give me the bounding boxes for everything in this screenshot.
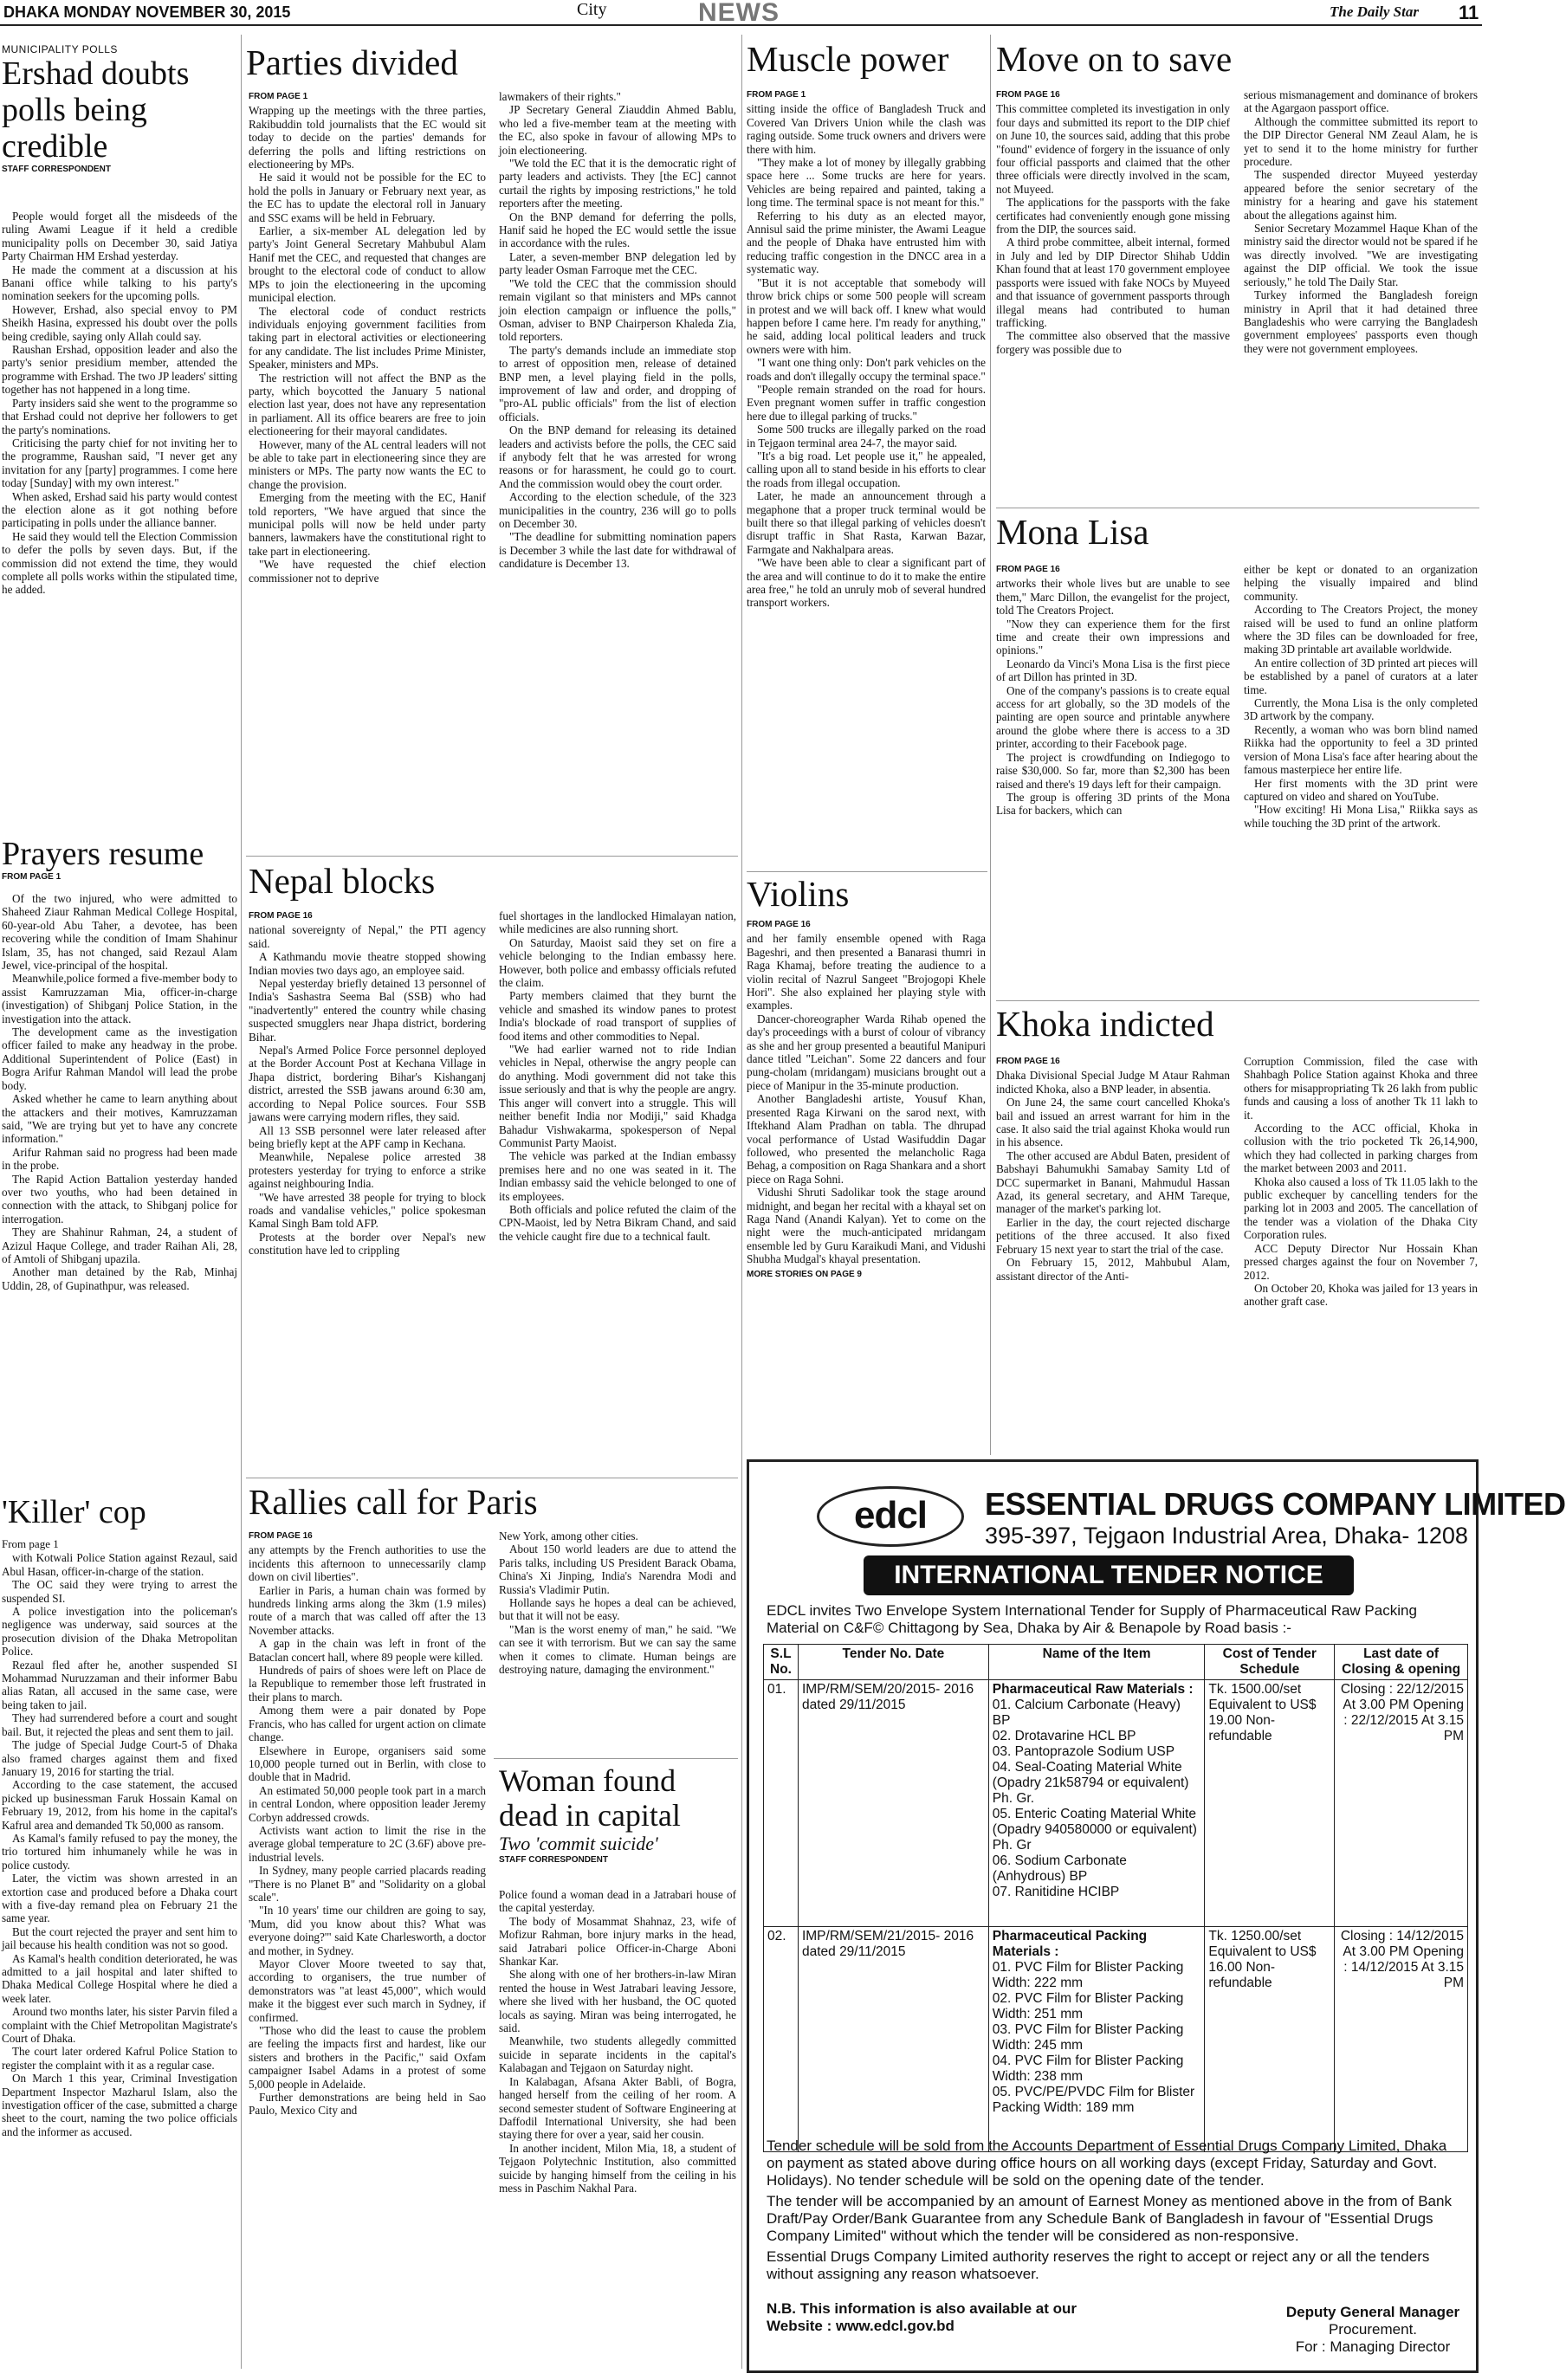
- paragraph: "They make a lot of money by illegally grabbing space here ... Some trucks are here for years. Vehicles are being repaired and painted, taking a long time. The terminal space is not meant for this.": [747, 156, 986, 210]
- paragraph: Currently, the Mona Lisa is the only completed 3D artwork by the company.: [1244, 696, 1478, 723]
- paragraph: She along with one of her brothers-in-law Miran rented the house in West Jatrabari leaving Jessore, where she lived with her husband, the OC quoted locals as saying. Miran was being interrogated, he said.: [499, 1968, 736, 2035]
- muscle-article-body: [747, 88, 986, 868]
- paragraph: sitting inside the office of Bangladesh Truck and Covered Van Drivers Union while the clash was raging outside. Some truck owners and drivers were there with him.: [747, 102, 986, 156]
- signatory-title: Deputy General Manager: [1285, 2304, 1460, 2320]
- paragraph: An entire collection of 3D printed art pieces will be established by a panel of curators at a later time.: [1244, 656, 1478, 696]
- paragraph: "We had earlier warned not to ride Indian vehicles in Nepal, otherwise the angry people can do anything. Modi government did not take this issue seriously and that is why the people are angry. This anger will convert into a struggle. This will neither benefit India nor Modiji," said Khadga Bahadur Vishwakarma, spokesperson of Nepal Communist Party Maoist.: [499, 1043, 736, 1149]
- nepal-article-col2: [499, 909, 736, 1472]
- more-stories-link[interactable]: MORE STORIES ON PAGE 9: [747, 1269, 862, 1279]
- column-header: Name of the Item: [988, 1645, 1205, 1680]
- paragraph: They are Shahinur Rahman, 24, a student of Azizul Haque College, and trader Raihan Ali, 28, of Amtoli of Shibganj upazila.: [2, 1226, 237, 1265]
- item-group-title: Pharmaceutical Raw Materials :: [992, 1682, 1194, 1697]
- jump-source: FROM PAGE 16: [996, 90, 1060, 100]
- rallies-headline-block: [249, 1483, 738, 1528]
- move-article-col1: [996, 88, 1230, 504]
- headline: Violins: [747, 874, 850, 914]
- paragraph: Party members claimed that they burnt the vehicle and smashed its window panes to protest India's blockade of road transport of supplies of food items and other commodities to Nepal.: [499, 989, 736, 1043]
- headline: Nepal blocks: [249, 861, 436, 901]
- paragraph: national sovereignty of Nepal," the PTI agency said.: [249, 923, 486, 950]
- signatory-dept: Procurement.: [1328, 2321, 1418, 2338]
- parties-article-col2: [499, 90, 736, 852]
- paragraph: Further demonstrations are being held in Sao Paulo, Mexico City and: [249, 2091, 486, 2118]
- jump-source: FROM PAGE 16: [249, 1531, 313, 1541]
- paragraph: any attempts by the French authorities to use the incidents this afternoon to unnecessarily clamp down on civil liberties".: [249, 1543, 486, 1584]
- paragraph: ACC Deputy Director Nur Hossain Khan pressed charges against the four on November 7, 2012.: [1244, 1241, 1478, 1282]
- website-link[interactable]: Website : www.edcl.gov.bd: [767, 2318, 954, 2334]
- paragraph: The judge of Special Judge Court-5 of Dhaka also framed charges against them and fixed January 19, 2016 for starting the trial.: [2, 1738, 237, 1778]
- paragraph: "The deadline for submitting nomination papers is December 3 while the last date for withdrawal of candidature is December 13.: [499, 530, 736, 571]
- headline: Parties divided: [246, 42, 458, 82]
- paragraph: Criticising the party chief for not inviting her to the programme, Raushan said, "I never get any invitation for any [party] programmes. I come here today [Sunday] with my own interest.": [2, 436, 237, 490]
- paragraph: New York, among other cities.: [499, 1530, 638, 1542]
- item-line: 02. PVC Film for Blister Packing Width: 251 mm: [992, 1991, 1184, 2021]
- website-note: [767, 2300, 1077, 2335]
- paragraph: He made the comment at a discussion at his Banani office while talking to his party's nomination seekers for the upcoming polls.: [2, 262, 237, 303]
- paragraph: Another Bangladeshi artiste, Yousuf Khan, presented Raga Kirwani on the sarod next, with Iftekhand Alam Pradhan on tabla. The dhrupad vocal performance of Ustad Wasifuddin Dagar followed, who presented the melancholic Raga Behag, a composition on Raga Shankara and a short piece on Raga Sohni.: [747, 1092, 986, 1186]
- paragraph: In another incident, Milon Mia, 18, a student of Tejgaon Polytechnic Institution, also committed suicide by hanging himself from the ceiling in his mess in Paschim Nakhal Para.: [499, 2141, 736, 2195]
- kicker: MUNICIPALITY POLLS: [2, 43, 118, 55]
- paragraph: The party's demands include an immediate stop to arrest of opposition men, release of detained BNP men, a level playing field in the polls, improvement of law and order, and dropping of "pro-AL public officials" from the list of election officials.: [499, 343, 736, 424]
- closing-cell: Closing : 14/12/2015 At 3.00 PM Opening : 14/12/2015 At 3.15 PM: [1335, 1927, 1468, 2152]
- paragraph: Another man detained by the Rab, Minhaj Uddin, 28, of Gupinathpur, was released.: [2, 1265, 237, 1292]
- item-line: 02. Drotavarine HCL BP: [992, 1729, 1136, 1743]
- paragraph: He said they would tell the Election Commission to defer the polls by seven days. But, if the commission did not extend the time, they would complete all polls works within the stipulated time, he added.: [2, 529, 237, 597]
- jump-source: FROM PAGE 1: [249, 92, 308, 101]
- rallies-article-col1: [249, 1530, 486, 2373]
- jump-source: FROM PAGE 16: [249, 911, 313, 921]
- paragraph: A third probe committee, albeit internal, formed in July and led by DIP Director Shihab Uddin Khan found that at least 170 government employee passports were issued with fake NOCs by Muyeed and that issuance of government passports through illegal means had contributed to human trafficking.: [996, 236, 1230, 329]
- paragraph: Around two months later, his sister Parvin filed a complaint with the Chief Metropolitan Magistrate's Court of Dhaka.: [2, 2005, 237, 2046]
- edcl-logo: edcl: [817, 1486, 964, 1547]
- paragraph: The project is crowdfunding on Indiegogo to raise $30,000. So far, more than $2,300 has been raised and there's 19 days left for their campaign.: [996, 750, 1230, 791]
- paragraph: The group is offering 3D prints of the Mona Lisa for backers, which can: [996, 790, 1230, 818]
- paragraph: According to the ACC official, Khoka in collusion with the trio pocketed Tk 26,14,900, which they had collected in parking charges from the market between 2003 and 2011.: [1244, 1122, 1478, 1175]
- column-header: Cost of Tender Schedule: [1205, 1645, 1335, 1680]
- headline: Muscle power: [747, 39, 949, 79]
- paragraph: The restriction will not affect the BNP as the party, which boycotted the January 5 national election last year, does not have any representation in parliament. All its office bearers are free to join electioneering for their mayoral candidates.: [249, 371, 486, 438]
- jump-source: FROM PAGE 16: [747, 920, 811, 929]
- paragraph: The other accused are Abdul Baten, president of Babshayi Bahumukhi Samabay Samity Ltd of DCC supermarket in Banani, Mahmudul Hassan Azad, its general secretary, and AHM Tareque, manager of the market's parking lot.: [996, 1148, 1230, 1216]
- item-cell: [988, 1927, 1205, 2152]
- ershad-headline-block: [2, 43, 237, 191]
- paragraph: Earlier in the day, the court rejected discharge petitions of the three accused. It also fixed February 15 next year to start the trial of the case.: [996, 1215, 1230, 1256]
- item-line: 03. PVC Film for Blister Packing Width: 245 mm: [992, 2022, 1184, 2053]
- headline: Mona Lisa: [996, 512, 1149, 552]
- item-line: 05. Enteric Coating Material White (Opadry 940580000 or equivalent) Ph. Gr: [992, 1807, 1197, 1853]
- column-rule: [990, 35, 991, 1455]
- paragraph: Hundreds of pairs of shoes were left on Place de la Republique to remember those left frustrated in their plans to march.: [249, 1664, 486, 1704]
- move-article-col2: [1244, 88, 1478, 504]
- paragraph: A gap in the chain was left in front of the Bataclan concert hall, where 89 people were killed.: [249, 1637, 486, 1664]
- serial-cell: 01.: [764, 1680, 799, 1927]
- paragraph: Hollande says he hopes a deal can be achieved, but that it will not be easy.: [499, 1596, 736, 1623]
- paragraph: "Now they can experience them for the first time and create their own impressions and opinions.": [996, 617, 1230, 657]
- paragraph: One of the company's passions is to create equal access for art globally, so the 3D models of the painting are open source and printable anywhere around the globe where there is access to a 3D printer, according to their Facebook page.: [996, 683, 1230, 751]
- paragraph: However, Ershad, also special envoy to PM Sheikh Hasina, expressed his doubt over the polls being credible, saying only Allah could say.: [2, 302, 237, 343]
- paragraph: "We told the EC that it is the democratic right of party leaders and activists. They [the EC] cannot curtail the rights by imposing restrictions," he told reporters after the meeting.: [499, 157, 736, 210]
- jump-source: FROM PAGE 16: [996, 1057, 1060, 1066]
- subheadline: Two 'commit suicide': [499, 1833, 658, 1854]
- nepal-article-col1: [249, 909, 486, 1472]
- column-rule: [741, 35, 742, 2369]
- section-divider: [747, 871, 987, 872]
- paragraph: The court later ordered Kafrul Police Station to register the complaint with it as a regular case.: [2, 2045, 237, 2072]
- paragraph: Later, the victim was shown arrested in an extortion case and produced before a Dhaka court with a five-day remand plea on February 21 the same year.: [2, 1872, 237, 1925]
- paragraph: On March 1 this year, Criminal Investigation Department Inspector Mazharul Islam, also the investigation officer of the case, submitted a charge sheet to the court, naming the two police officials and the informer as accused.: [2, 2072, 237, 2138]
- paragraph: Activists want action to limit the rise in the average global temperature to 2C (3.6F) above pre-industrial levels.: [249, 1823, 486, 1864]
- paragraph: The Rapid Action Battalion yesterday handed over two youths, who had been detained in connection with the attack, to Shibganj police for interrogation.: [2, 1172, 237, 1226]
- section-divider: [246, 856, 738, 857]
- paragraph: According to the case statement, the accused picked up businessman Faruk Hossain Kamal on February 19, 2012, from his home in the capital's Kafrul area and demanded Tk 50,000 as ransom.: [2, 1778, 237, 1832]
- item-line: 01. PVC Film for Blister Packing Width: 222 mm: [992, 1960, 1184, 1990]
- paragraph: The committee also observed that the massive forgery was possible due to: [996, 329, 1230, 356]
- tender-no-cell: IMP/RM/SEM/21/2015- 2016 dated 29/11/2015: [798, 1927, 988, 2152]
- paragraph: "Man is the worst enemy of man," he said. "We can see it with terrorism. But we can say the same when it comes to climate. Human beings are destroying nature, damaging the environment.": [499, 1622, 736, 1677]
- paragraph: Raushan Ershad, opposition leader and also the party's senior presidium member, attended the programme with Ershad. The two JP leaders' sitting together has not happened in a long time.: [2, 343, 237, 397]
- masthead-logo: The Daily Star: [1330, 3, 1419, 20]
- signature-block: [1278, 2304, 1468, 2356]
- headline: Move on to save: [996, 39, 1233, 79]
- item-line: 07. Ranitidine HCIBP: [992, 1885, 1120, 1899]
- paragraph: On October 20, Khoka was jailed for 13 years in another graft case.: [1244, 1281, 1478, 1309]
- paragraph: The vehicle was parked at the Indian embassy premises here and no one was seated in it. The Indian embassy said the vehicle belonged to one of its employees.: [499, 1149, 736, 1203]
- item-line: 05. PVC/PE/PVDC Film for Blister Packing Width: 189 mm: [992, 2085, 1195, 2115]
- item-line: 04. Seal-Coating Material White (Opadry 21k58794 or equivalent) Ph. Gr.: [992, 1760, 1189, 1806]
- paragraph: with Kotwali Police Station against Rezaul, said Abul Hasan, officer-in-charge of the station.: [2, 1551, 237, 1578]
- table-header-row: [764, 1645, 1468, 1680]
- paragraph: Nepal's Armed Police Force personnel deployed at the Border Account Post at Kechana Village in Jhapa district, bordering Bihar's Kishanganj district, arrested the SSB jawans around 6:30 am, according to Nepal Police sources. Four SSB jawans were carrying modern rifles, they said.: [249, 1044, 486, 1124]
- tender-no-cell: IMP/RM/SEM/20/2015- 2016 dated 29/11/2015: [798, 1680, 988, 1927]
- prayers-headline-block: [2, 836, 237, 888]
- page-header: [0, 0, 1482, 26]
- paragraph: On February 15, 2012, Mahbubul Alam, assistant director of the Anti-: [996, 1256, 1230, 1283]
- mona-headline-block: [996, 513, 1479, 558]
- paragraph: However, many of the AL central leaders will not be able to take part in electioneering since they are ministers or MPs. The party now wants the EC to change the provision.: [249, 437, 486, 491]
- killer-headline-block: [2, 1494, 237, 1537]
- paragraph: Earlier, a six-member AL delegation led by party's Joint General Secretary Mahbubul Alam Hanif met the CEC, and requested that changes are brought to the electoral code of conduct to allow MPs to join the electioneering in the upcoming municipal election.: [249, 224, 486, 305]
- paragraph: Wrapping up the meetings with the three parties, Rakibuddin told journalists that the EC would sit today to decide on the parties' demands for deferring the polls and lifting restrictions on electioneering by MPs.: [249, 104, 486, 171]
- paragraph: Vidushi Shruti Sadolikar took the stage around midnight, and began her recital with a khayal set on Raga Nand (Anandi Kalyan). Yet to come on the night were the much-anticipated mridangam ensemble led by Guru Karaikudi Mani, and Vidushi Shubha Mudgal's khayal presentation.: [747, 1186, 986, 1266]
- woman-headline-block: [499, 1763, 738, 1885]
- paragraph: But the court rejected the prayer and sent him to jail because his health condition was not so good.: [2, 1924, 237, 1952]
- paragraph: Mayor Clover Moore tweeted to say that, according to organisers, the true number of demonstrators was "at least 45,000", which would make it the biggest ever such march in Sydney, if confirmed.: [249, 1957, 486, 2024]
- item-cell: [988, 1680, 1205, 1927]
- byline: STAFF CORRESPONDENT: [2, 165, 111, 174]
- paragraph: They had surrendered before a court and sought bail. But, it rejected the pleas and sent them to jail.: [2, 1711, 237, 1738]
- paragraph: either be kept or donated to an organization helping the visually impaired and blind community.: [1244, 563, 1478, 603]
- paragraph: In Sydney, many people carried placards reading "There is no Planet B" and "Solidarity on a global scale".: [249, 1864, 486, 1904]
- paragraph: Dhaka Divisional Special Judge M Ataur Rahman indicted Khoka, also a BNP leader, in absentia.: [996, 1069, 1230, 1096]
- khoka-headline-block: [996, 1005, 1479, 1050]
- paragraph: Referring to his duty as an elected mayor, Annisul said the prime minister, the Awami League and the people of Dhaka have entrusted him with reducing traffic congestion in the DNCC area in a systematic way.: [747, 209, 986, 276]
- nepal-headline-block: [249, 862, 738, 907]
- headline: Ershad doubts polls being credible: [2, 55, 190, 165]
- notice-banner: INTERNATIONAL TENDER NOTICE: [864, 1555, 1354, 1595]
- paragraph: Her first moments with the 3D print were captured on video and shared on YouTube.: [1244, 776, 1478, 803]
- table-row: [764, 1927, 1468, 2152]
- paragraph: Both officials and police refuted the claim of the CPN-Maoist, led by Netra Bikram Chand, and said the vehicle caught fire due to a technical fault.: [499, 1202, 736, 1243]
- paragraph: Later, a seven-member BNP delegation led by party leader Osman Farroque met the CEC.: [499, 249, 736, 277]
- paragraph: Some 500 trucks are illegally parked on the road in Tejgaon terminal area 24-7, the mayor said.: [747, 423, 986, 449]
- paragraph: Protests at the border over Nepal's new constitution have led to crippling: [249, 1230, 486, 1258]
- paragraph: Meanwhile,police formed a five-member body to assist Kamruzzaman Mia, officer-in-charge (investigation) of Shibganj Police Station, in the investigation into the attack.: [2, 972, 237, 1025]
- paragraph: The suspended director Muyeed yesterday appeared before the senior secretary of the ministry for a hearing and gave his statement about the allegations against him.: [1244, 168, 1478, 222]
- paragraph: "We have requested the chief election commissioner not to deprive: [249, 558, 486, 585]
- paragraph: Nepal yesterday briefly detained 13 personnel of India's Sashastra Seema Bal (SSB) who had "inadvertently" entered the country while chasing suspected smugglers near Jhapa district, bordering Bihar.: [249, 977, 486, 1044]
- paragraph: "But it is not acceptable that somebody will throw brick chips or some 500 people will scream in protest and we will back off. I knew what would happen before I came here. I'm ready for anything," he said, adding local political leaders and truck owners were with him.: [747, 275, 986, 356]
- paragraph: Elsewhere in Europe, organisers said some 10,000 people turned out in Berlin, with close to double that in Madrid.: [249, 1743, 486, 1784]
- paragraph: Meanwhile, Nepalese police arrested 38 protesters yesterday for trying to enforce a strike against neighbouring India.: [249, 1150, 486, 1191]
- paragraph: Senior Secretary Mozammel Haque Khan of the ministry said the director would not be spared if he was directly involved. "We are investigating against the DIP official. We took the issue seriously," he told The Daily Star.: [1244, 222, 1478, 288]
- item-line: 01. Calcium Carbonate (Heavy) BP: [992, 1698, 1181, 1728]
- paragraph: According to the election schedule, of the 323 municipalities in the country, 236 will go to polls on December 30.: [499, 490, 736, 530]
- paragraph: "We have been able to clear a significant part of the area and will continue to do it to make the entire area free," he told an unruly mob of several hundred transport workers.: [747, 556, 986, 610]
- cost-cell: Tk. 1250.00/set Equivalent to US$ 16.00 Non-refundable: [1205, 1927, 1335, 2152]
- paragraph: As Kamal's health condition deteriorated, he was admitted to a jail hospital and later shifted to Dhaka Medical College Hospital where he died a week later.: [2, 1951, 237, 2005]
- section-label: City: [577, 0, 607, 19]
- company-name: ESSENTIAL DRUGS COMPANY LIMITED: [985, 1486, 1566, 1522]
- tender-notice-advertisement: [747, 1459, 1566, 2373]
- terms-paragraph: Tender schedule will be sold from the Accounts Department of Essential Drugs Company Limited, Dhaka on payment as stated above during office hours on all working days (except Friday, Saturday and Govt. Holidays). No tender schedule will be sold on the opening date of the tender.: [767, 2137, 1447, 2189]
- paragraph: When asked, Ershad said his party would contest the election alone as it got nothing before participating in polls under the alliance banner.: [2, 489, 237, 530]
- jump-source: FROM PAGE 1: [2, 872, 61, 882]
- jump-source: From page 1: [2, 1537, 59, 1550]
- page-number: 11: [1459, 2, 1479, 23]
- paragraph: "We told the CEC that the commission should remain vigilant so that ministers and MPs cannot join election campaign or influence the polls," Osman, adviser to BNP Chairperson Khaleda Zia, told reporters.: [499, 276, 736, 344]
- paragraph: Earlier in Paris, a human chain was formed by hundreds linking arms along the 3km (1.9 miles) route of a march that was called off after the 13 November attacks.: [249, 1583, 486, 1637]
- paragraph: A Kathmandu movie theatre stopped showing Indian movies two days ago, an employee said.: [249, 950, 486, 977]
- item-group-title: Pharmaceutical Packing Materials :: [992, 1929, 1148, 1959]
- paragraph: Corruption Commission, filed the case with Shahbagh Police Station against Khoka and three others for misappropriating Tk 26 lakh from public funds and causing a loss of another Tk 11 lakh to it.: [1244, 1055, 1478, 1122]
- paragraph: Recently, a woman who was born blind named Riikka had the opportunity to feel a 3D printed version of Mona Lisa's face after hearing about the famous masterpiece her entire life.: [1244, 722, 1478, 777]
- paragraph: About 150 world leaders are due to attend the Paris talks, including US President Barack Obama, China's Xi Jinping, India's Narendra Modi and Russia's Vladimir Putin.: [499, 1542, 736, 1596]
- paragraph: All 13 SSB personnel were later released after being briefly kept at the APF camp in Kechana.: [249, 1123, 486, 1150]
- paragraph: serious mismanagement and dominance of brokers at the Agargaon passport office.: [1244, 88, 1478, 115]
- table-row: [764, 1680, 1468, 1927]
- paragraph: This committee completed its investigation in only four days and submitted its report to the DIP chief on June 10, the sources said, adding that this probe "found" evidence of forgery in the issuance of only four official passports and claimed that the other three officials were directly involved in the scam, not Muyeed.: [996, 102, 1230, 196]
- byline: STAFF CORRESPONDENT: [499, 1855, 608, 1865]
- parties-article-col1: [249, 90, 486, 852]
- paragraph: On June 24, the same court cancelled Khoka's bail and issued an arrest warrant for him in the case. It also said the trial against Khoka would run in his absence.: [996, 1096, 1230, 1149]
- paragraph: As Kamal's family refused to pay the money, the trio tortured him inhumanely while he was in police custody.: [2, 1831, 237, 1872]
- paragraph: "People remain stranded on the road for hours. Even pregnant women suffer in traffic congestion here due to illegal parking of trucks.": [747, 382, 986, 423]
- item-line: 06. Sodium Carbonate (Anhydrous) BP: [992, 1853, 1127, 1884]
- rallies-article-col2: [499, 1530, 736, 1755]
- paragraph: In Kalabagan, Afsana Akter Babli, of Bogra, hanged herself from the ceiling of her room. A second semester student of Software Engineering at Daffodil International University, she had been staying there for over a year, said her cousin.: [499, 2074, 736, 2142]
- paragraph: Later, he made an announcement through a megaphone that a proper truck terminal would be built there so that illegal parking of vehicles doesn't disrupt traffic in Shat Rasta, Karwan Bazar, Farmgate and Nakhalpara areas.: [747, 489, 986, 556]
- paragraph: The OC said they were trying to arrest the suspended SI.: [2, 1578, 237, 1605]
- paragraph: "In 10 years' time our children are going to say, 'Mum, did you know about this? What was everyone doing?'" said Kate Charlesworth, a doctor and mother, in Sydney.: [249, 1904, 486, 1957]
- paragraph: Party insiders said she went to the programme so that Ershad could not deprive her followers to get the party's nominations.: [2, 396, 237, 437]
- paragraph: A police investigation into the policeman's negligence was underway, said sources at the prosecution division of the Dhaka Metropolitan Police.: [2, 1605, 237, 1659]
- paragraph: On the BNP demand for releasing its detained leaders and activists before the polls, the CEC said if anybody felt that he was arrested for wrong reasons or for harassment, he could go to court. And the commission would obey the court order.: [499, 424, 736, 490]
- column-header: Last date of Closing & opening: [1335, 1645, 1468, 1680]
- tender-terms: [767, 2137, 1466, 2286]
- company-address: 395-397, Tejgaon Industrial Area, Dhaka- 1208: [985, 1523, 1468, 1549]
- paragraph: He said it would not be possible for the EC to hold the polls in January or February next year, as the EC has to update the electoral roll in January and SSC exams will be held in February.: [249, 171, 486, 224]
- paragraph: Asked whether he came to learn anything about the attackers and their motives, Kamruzzaman said, "We are trying but yet to have any concrete information.": [2, 1092, 237, 1146]
- paragraph: "It's a big road. Let people use it," he appealed, calling upon all to stand beside in his efforts to clear the roads from illegal occupation.: [747, 449, 986, 489]
- paragraph: The applications for the passports with the fake certificates had conveniently enough gone missing from the DIP, the sources said.: [996, 196, 1230, 236]
- headline: Woman found dead in capital: [499, 1763, 681, 1833]
- paragraph: Leonardo da Vinci's Mona Lisa is the first piece of art Dillon has printed in 3D.: [996, 656, 1230, 684]
- cost-cell: Tk. 1500.00/set Equivalent to US$ 19.00 Non-refundable: [1205, 1680, 1335, 1927]
- paragraph: According to The Creators Project, the money raised will be used to fund an online platform where the 3D files can be downloaded for free, making 3D printable art available worldwide.: [1244, 603, 1478, 656]
- paragraph: Khoka also caused a loss of Tk 11.05 lakh to the public exchequer by cancelling tenders for the parking lot in 2003 and 2005. The cancellation of the tender was a violation of the Dhaka City Corporation rules.: [1244, 1174, 1478, 1242]
- paragraph: Among them were a pair donated by Pope Francis, who has called for urgent action on climate change.: [249, 1704, 486, 1744]
- muscle-headline-block: [747, 40, 987, 85]
- paragraph: lawmakers of their rights.": [499, 90, 621, 103]
- paragraph: An estimated 50,000 people took part in a march in central London, where opposition leader Jeremy Corbyn addressed crowds.: [249, 1783, 486, 1824]
- paragraph: "We have arrested 38 people for trying to block roads and vandalise vehicles," police spokesman Kamal Singh Bam told AFP.: [249, 1190, 486, 1231]
- jump-source: FROM PAGE 1: [747, 90, 806, 100]
- paragraph: On Saturday, Maoist said they set on fire a vehicle belonging to the Indian embassy here. However, both police and embassy officials refuted the claim.: [499, 935, 736, 990]
- headline: 'Killer' cop: [2, 1494, 146, 1530]
- killer-article-body: [2, 1537, 237, 2373]
- signatory-for: For : Managing Director: [1295, 2338, 1451, 2355]
- terms-paragraph: Essential Drugs Company Limited authority reserves the right to accept or reject any or all the tenders without assigning any reason whatsoever.: [767, 2248, 1430, 2282]
- paragraph: The electoral code of conduct restricts individuals enjoying government facilities from taking part in electoral activities or electioneering for any candidate. The list includes Prime Minister, Speaker, ministers and MPs.: [249, 304, 486, 372]
- mona-article-col2: [1244, 563, 1478, 996]
- closing-cell: Closing : 22/12/2015 At 3.00 PM Opening : 22/12/2015 At 3.15 PM: [1335, 1680, 1468, 1927]
- item-line: 03. Pantoprazole Sodium USP: [992, 1744, 1175, 1759]
- paragraph: Emerging from the meeting with the EC, Hanif told reporters, "We have argued that since the municipal polls will now be held under party banners, lawmakers have the constitutional right to take part in electioneering.: [249, 491, 486, 558]
- violins-article-body: [747, 918, 986, 1438]
- headline: Prayers resume: [2, 836, 204, 872]
- column-rule: [241, 35, 242, 2369]
- paragraph: Meanwhile, two students allegedly committed suicide in separate incidents in the capital's Kalabagan and Tejgaon on Saturday night.: [499, 2034, 736, 2075]
- column-header: Tender No. Date: [798, 1645, 988, 1680]
- mona-article-col1: [996, 563, 1230, 996]
- edition-date: DHAKA MONDAY NOVEMBER 30, 2015: [3, 3, 291, 21]
- paragraph: The body of Mosammat Shahnaz, 23, wife of Mofizur Rahman, bore injury marks in the head, said Jatrabari police Officer-in-Charge Aboni Shankar Kar.: [499, 1914, 736, 1969]
- move-headline-block: [996, 40, 1479, 85]
- paragraph: Rezaul fled after he, another suspended SI Mohammad Nuruzzaman and their informer Babu alias Ratan, all accused in the same case, were being taken to jail.: [2, 1658, 237, 1711]
- item-line: 04. PVC Film for Blister Packing Width: 238 mm: [992, 2053, 1184, 2084]
- serial-cell: 02.: [764, 1927, 799, 2152]
- terms-paragraph: The tender will be accompanied by an amount of Earnest Money as mentioned above in the from of Bank Draft/Pay Order/Bank Guarantee from any Schedule Bank of Bangladesh in favour of "Essential Drugs Company Limited" without which the tender will be considered as non-responsive.: [767, 2193, 1452, 2244]
- section-divider: [494, 1758, 738, 1759]
- paragraph: "I want one thing only: Don't park vehicles on the roads and don't illegally occupy the terminal space.": [747, 356, 986, 383]
- paragraph: The development came as the investigation officer failed to make any headway in the probe. Additional Superintendent of Police (East) in Bogra Arifur Rahman Mandol will lead the probe body.: [2, 1025, 237, 1092]
- khoka-article-col2: [1244, 1055, 1478, 1453]
- headline: Khoka indicted: [996, 1004, 1214, 1044]
- prayers-article-body: [2, 892, 237, 1472]
- section-divider: [996, 1000, 1479, 1001]
- paragraph: JP Secretary General Ziauddin Ahmed Bablu, who led a five-member team at the meeting with the EC, also spoke in favour of allowing MPs to join electioneering.: [499, 103, 736, 157]
- jump-source: FROM PAGE 16: [996, 565, 1060, 574]
- paragraph: People would forget all the misdeeds of the ruling Awami League if it held a credible municipality polls on December 30, said Jatiya Party Chairman HM Ershad yesterday.: [2, 210, 237, 263]
- paragraph: fuel shortages in the landlocked Himalayan nation, while medicines are also running short.: [499, 909, 736, 936]
- paragraph: Turkey informed the Bangladesh foreign ministry in April that it had detained three Bangladeshis who were carrying the Bangladesh government employees' passports even though they were not government employees.: [1244, 288, 1478, 355]
- woman-article-body: [499, 1888, 736, 2373]
- paragraph: Although the committee submitted its report to the DIP Director General NM Zeaul Alam, he is yet to send it to the home ministry for further procedure.: [1244, 114, 1478, 169]
- paragraph: "How exciting! Hi Mona Lisa," Riikka says as while touching the 3D print of the artwork.: [1244, 803, 1478, 830]
- paragraph: On the BNP demand for deferring the polls, Hanif said he hoped the EC would settle the issue in accordance with the rules.: [499, 210, 736, 250]
- section-news-label: NEWS: [698, 0, 780, 27]
- paragraph: Of the two injured, who were admitted to Shaheed Ziaur Rahman Medical College Hospital, 60-year-old Abu Taher, a devotee, has been recovering while the condition of Imam Shahinur Islam, 35, has not changed, said Rezaul Alam Jewel, vice-principal of the hospital.: [2, 892, 237, 973]
- notice-intro: EDCL invites Two Envelope System International Tender for Supply of Pharmaceutical Raw Packing Material on C&F© Chittagong by Sea, Dhaka by Air & Benapole by Road basis :-: [767, 1602, 1417, 1636]
- paragraph: Arifur Rahman said no progress had been made in the probe.: [2, 1145, 237, 1173]
- paragraph: Dancer-choreographer Warda Rihab opened the day's proceedings with a burst of colour of vibrancy as she and her group presented a beautiful Manipuri dance titled "Leichan". Some 22 dancers and four pung-cholam (mridangam) musicians brought out a piece of Manipur in the 35-minute production.: [747, 1012, 986, 1092]
- violins-headline-block: [747, 875, 987, 916]
- khoka-article-col1: [996, 1055, 1230, 1453]
- note-line: N.B. This information is also available at our: [767, 2300, 1077, 2317]
- column-header: S.L No.: [764, 1645, 799, 1680]
- parties-headline-block: [246, 43, 738, 88]
- tender-table: [763, 1644, 1468, 2152]
- ershad-article-body: [2, 210, 237, 831]
- paragraph: "Those who did the least to cause the problem are feeling the impacts first and hardest, like our sisters and brothers in the Pacific," said Oxfam campaigner Isabel Adams in a protest of some 5,000 people in Adelaide.: [249, 2024, 486, 2091]
- paragraph: and her family ensemble opened with Raga Bageshri, and then presented a Banarasi thumri in Raga Khamaj, before treating the audience to a violin recital of Nazrul Sangeet "Brojogopi Khele Hori". She also explained her playing style with examples.: [747, 932, 986, 1012]
- paragraph: artworks their whole lives but are unable to see them," Marc Dillon, the evangelist for the project, told The Creators Project.: [996, 577, 1230, 618]
- paragraph: Police found a woman dead in a Jatrabari house of the capital yesterday.: [499, 1888, 736, 1915]
- headline: Rallies call for Paris: [249, 1482, 538, 1522]
